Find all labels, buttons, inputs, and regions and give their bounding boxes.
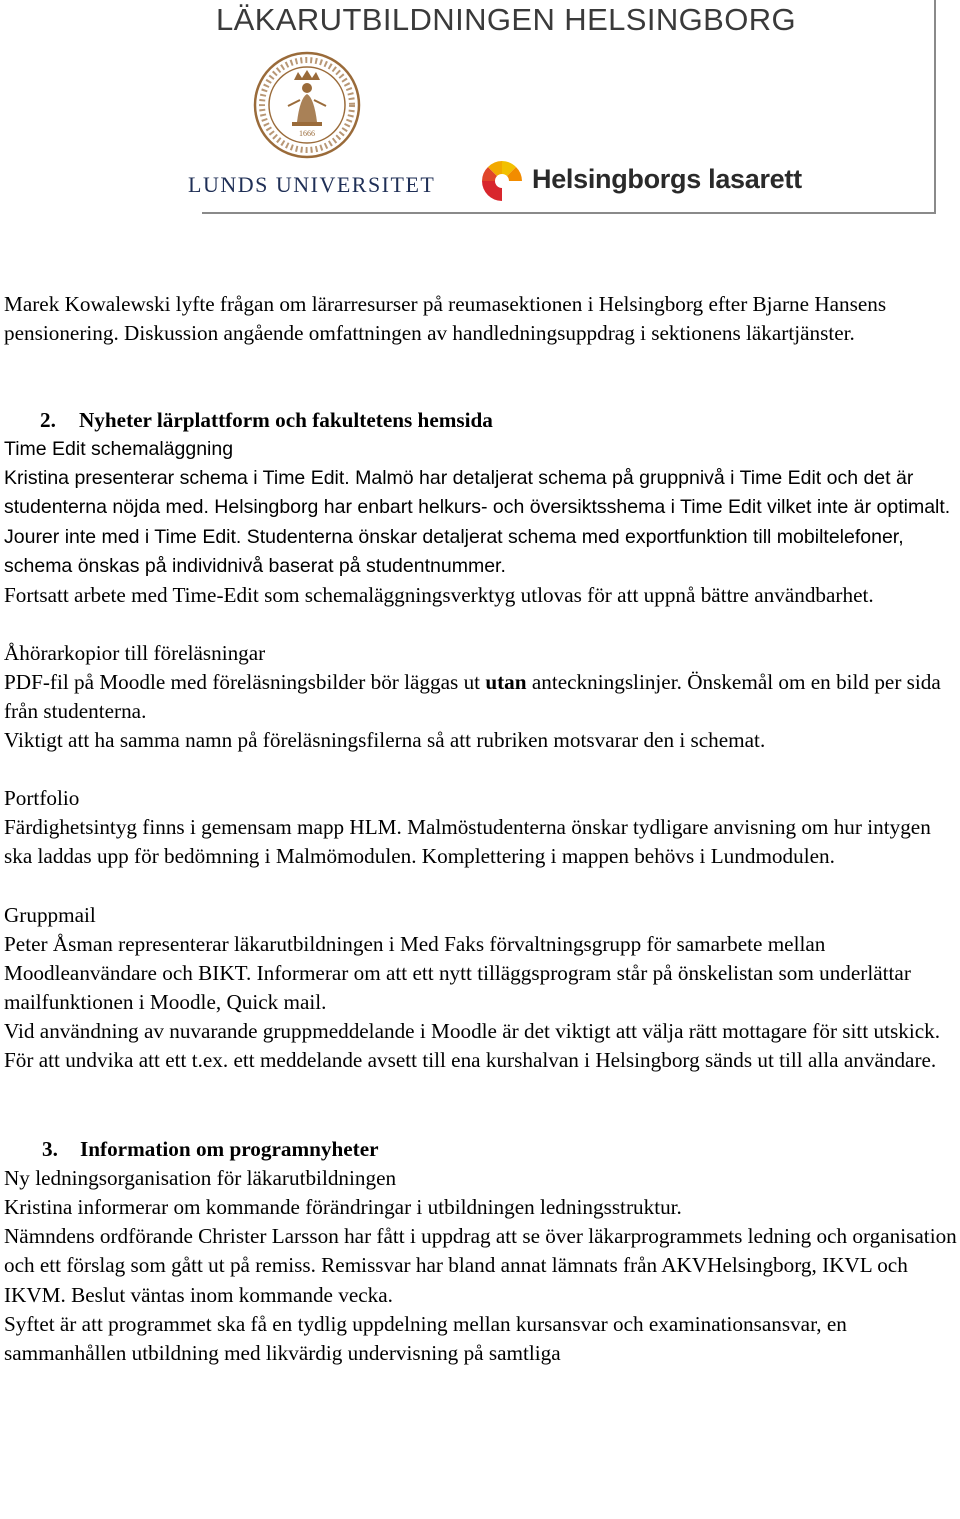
letterhead-title: LÄKARUTBILDNINGEN HELSINGBORG bbox=[216, 2, 797, 37]
handouts-text-bold: utan bbox=[485, 669, 527, 694]
section-3-paragraph: Nämndens ordförande Christer Larsson har fått i uppdrag att se över läkarprogrammets ledning och organisation och ett förslag som gått ut på remiss. Remissvar har bland annat lämnats från AKVHelsingborg, IKVL och IKVM. Beslut väntas inom kommande vecka. bbox=[4, 1224, 957, 1307]
section-3-number: 3. bbox=[42, 1137, 58, 1162]
timeedit-followup: Fortsatt arbete med Time-Edit som schemaläggningsverktyg utlovas för att uppnå bättre användbarhet. bbox=[4, 582, 874, 607]
groupmail-followup: Vid användning av nuvarande gruppmeddelande i Moodle är det viktigt att välja rätt mottagare för sitt utskick. För att undvika att ett t.ex. ett meddelande avsett till ena kurshalvan i Helsingborg sänds ut till alla användare. bbox=[4, 1018, 941, 1072]
handouts-heading: Åhörarkopior till föreläsningar bbox=[4, 640, 266, 665]
letterhead bbox=[0, 0, 960, 220]
section-3-paragraph-2: Syftet är att programmet ska få en tydlig uppdelning mellan kursansvar och examinationsansvar, en sammanhållen utbildning med likvärdig undervisning på samtliga bbox=[4, 1311, 847, 1365]
timeedit-heading: Time Edit schemaläggning bbox=[4, 438, 234, 461]
helsingborgs-lasarett-wordmark: Helsingborgs lasarett bbox=[532, 164, 802, 194]
groupmail-paragraph: Peter Åsman representerar läkarutbildningen i Med Faks förvaltningsgrupp för samarbete mellan Moodleanvändare och BIKT. Informerar om att ett nytt tilläggsprogram står på önskelistan som underlättar mailfunktionen i Moodle, Quick mail. bbox=[4, 931, 911, 1014]
section-3-heading bbox=[4, 1135, 958, 1164]
document-body bbox=[4, 290, 958, 1368]
section-2-heading bbox=[4, 406, 958, 435]
handouts-text-after: anteckningslinjer. Önskemål om en bild per sida från studenterna. bbox=[4, 669, 941, 724]
handouts-followup: Viktigt att ha samma namn på föreläsningsfilerna så att rubriken motsvarar den i schemat. bbox=[4, 728, 766, 753]
lunds-universitet-wordmark: LUNDS UNIVERSITET bbox=[188, 172, 436, 197]
section-2-number: 2. bbox=[40, 408, 56, 433]
section-3-title: Information om programnyheter bbox=[80, 1137, 379, 1162]
seal-year: 1666 bbox=[299, 129, 315, 138]
helsingborgs-lasarett-logo-icon bbox=[478, 157, 526, 205]
groupmail-heading: Gruppmail bbox=[4, 902, 96, 927]
intro-paragraph: Marek Kowalewski lyfte frågan om lärarresurser på reumasektionen i Helsingborg efter Bjarne Hansens pensionering. Diskussion angående omfattningen av handledningsuppdrag i sektionens läkartjänster. bbox=[4, 292, 887, 346]
lund-university-seal-icon bbox=[252, 50, 362, 160]
handouts-paragraph bbox=[4, 668, 958, 726]
section-2-title: Nyheter lärplattform och fakultetens hemsida bbox=[79, 408, 493, 433]
portfolio-heading: Portfolio bbox=[4, 786, 80, 811]
timeedit-paragraph: Kristina presenterar schema i Time Edit. Malmö har detaljerat schema på gruppnivå i Time Edit och det är studenterna nöjda med. Helsingborg har enbart helkurs- och översiktsshema i Time Edit vilket inte är optimalt. Jourer inte med i Time Edit. Studenterna önskar detaljerat schema med exportfunktion till mobiltelefoner, schema önskas på individnivå baserat på studentnummer. bbox=[4, 467, 951, 577]
portfolio-paragraph: Färdighetsintyg finns i gemensam mapp HLM. Malmöstudenterna önskar tydligare anvisning om hur intygen ska laddas upp för bedömning i Malmömodulen. Komplettering i mappen behövs i Lundmodulen. bbox=[4, 815, 931, 869]
handouts-text-before: PDF-fil på Moodle med föreläsningsbilder bör läggas ut bbox=[4, 669, 486, 694]
section-3-subheading: Ny ledningsorganisation för läkarutbildningen bbox=[4, 1166, 397, 1191]
section-3-line-1: Kristina informerar om kommande förändringar i utbildningen ledningsstruktur. bbox=[4, 1195, 682, 1220]
